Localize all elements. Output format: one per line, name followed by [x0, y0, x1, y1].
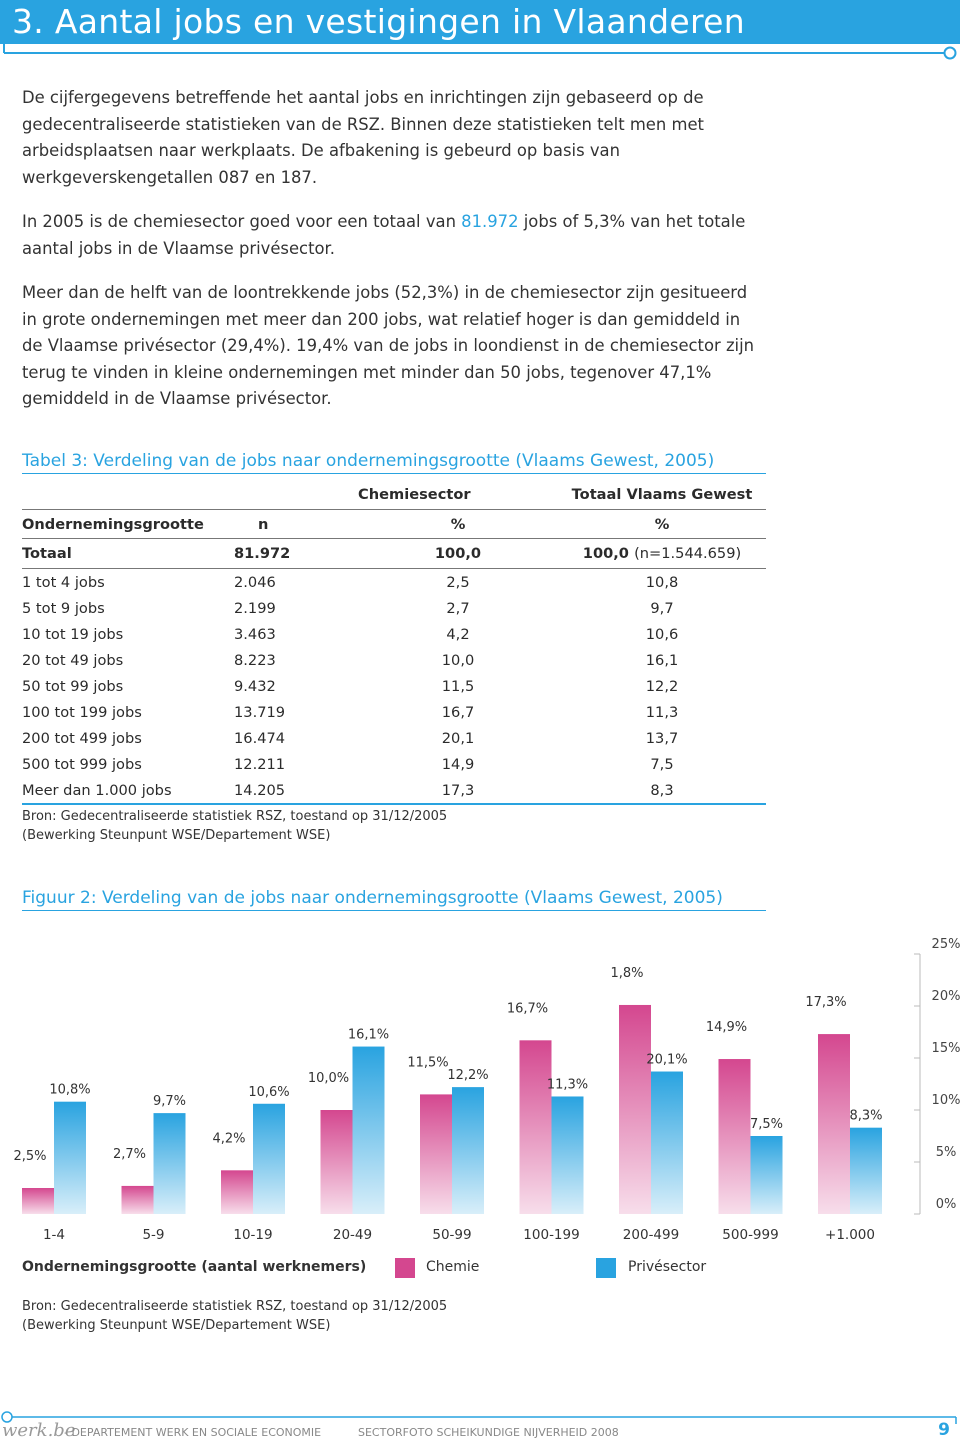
- y-tick-label: 15%: [931, 1041, 960, 1056]
- table-row: [22, 595, 766, 621]
- data-label-chemie-2: 2,7%: [112, 1146, 147, 1162]
- legend-label-chemie: Chemie: [426, 1259, 480, 1275]
- data-label-prive-5: 12,2%: [447, 1068, 489, 1084]
- data-label-chemie-7: 1,8%: [610, 965, 644, 981]
- total-n: 81.972: [234, 539, 358, 569]
- footer-publication: SECTORFOTO SCHEIKUNDIGE NIJVERHEID 2008: [358, 1426, 619, 1439]
- table-row: [22, 569, 766, 596]
- chart-x-axis-title: Ondernemingsgrootte (aantal werknemers): [22, 1259, 367, 1275]
- table-row: [22, 699, 766, 725]
- x-tick-label: 1-4: [42, 1227, 66, 1243]
- figure-source-line-2: (Bewerking Steunpunt WSE/Departement WSE): [22, 1317, 331, 1333]
- row-pct-total: 10,6: [645, 625, 679, 643]
- y-tick-label: 10%: [931, 1093, 960, 1108]
- row-n: 14.205: [234, 777, 358, 804]
- row-n: 12.211: [234, 755, 286, 773]
- table-column-header: [22, 510, 766, 539]
- row-pct-total: 7,5: [650, 755, 674, 773]
- row-label: 5 tot 9 jobs: [22, 599, 105, 617]
- x-tick-label: 50-99: [432, 1227, 472, 1243]
- header-pct: %: [358, 510, 558, 539]
- bar-prive-6: [552, 1096, 584, 1214]
- paragraph-2-after: jobs of 5,3% van het totale aantal jobs in de Vlaamse privésector.: [22, 212, 746, 258]
- x-tick-label: 500-999: [722, 1227, 779, 1243]
- row-pct: 17,3: [358, 777, 558, 804]
- bar-prive-8: [751, 1136, 783, 1214]
- data-label-chemie-9: 17,3%: [805, 995, 847, 1011]
- bar-chemie-8: [719, 1059, 751, 1214]
- bar-chemie-5: [420, 1094, 452, 1214]
- x-tick-label: 200-499: [622, 1227, 680, 1243]
- bar-prive-4: [353, 1047, 385, 1214]
- header-n: n: [234, 510, 358, 539]
- intro-paragraph: [22, 85, 760, 191]
- bar-prive-9: [850, 1128, 882, 1214]
- legend-swatch-privesector: [596, 1258, 616, 1278]
- table-row: [22, 751, 766, 777]
- bar-chemie-3: [221, 1170, 253, 1214]
- row-pct: 2,7: [446, 599, 470, 617]
- table-source-line-1: Bron: Gedecentraliseerde statistiek RSZ, toestand op 31/12/2005: [22, 809, 448, 824]
- bar-prive-3: [253, 1104, 285, 1214]
- y-tick-label: 20%: [931, 989, 960, 1004]
- figure-title: Figuur 2: Verdeling van de jobs naar ondernemingsgrootte (Vlaams Gewest, 2005): [22, 888, 723, 908]
- bar-chemie-7: [619, 1005, 651, 1214]
- table-title: Tabel 3: Verdeling van de jobs naar ondernemingsgrootte (Vlaams Gewest, 2005): [22, 451, 715, 471]
- paragraph-1: De cijfergegevens betreffende het aantal jobs en inrichtingen zijn gebaseerd op de gedecentraliseerde statistieken van de RSZ. Binnen deze statistieken telt men met arbeidsplaatsen naar werkplaats. De afbakening is gebeurd op basis van werkgeverskengetallen 087 en 187.: [22, 88, 704, 187]
- row-n: 9.432: [234, 677, 276, 695]
- bar-prive-7: [651, 1072, 683, 1214]
- row-label: Meer dan 1.000 jobs: [22, 777, 234, 804]
- table-source: [22, 808, 447, 845]
- row-label: 20 tot 49 jobs: [22, 651, 124, 669]
- table-group-header: [22, 480, 766, 510]
- header-rule: [0, 40, 960, 70]
- total-pct: 100,0: [358, 539, 558, 569]
- row-label: 500 tot 999 jobs: [22, 755, 142, 773]
- data-label-prive-7: 20,1%: [646, 1052, 688, 1068]
- paragraph-2-before: In 2005 is de chemiesector goed voor een totaal van: [22, 212, 462, 231]
- row-pct-total: 10,8: [645, 573, 679, 591]
- header-pct-total: %: [558, 510, 766, 539]
- y-tick-label: 5%: [935, 1145, 957, 1160]
- bar-prive-2: [154, 1113, 186, 1214]
- row-label: 10 tot 19 jobs: [22, 625, 124, 643]
- row-pct: 11,5: [441, 677, 475, 695]
- y-tick-label: 25%: [931, 937, 960, 952]
- table-row: [22, 725, 766, 751]
- row-n: 16.474: [234, 729, 286, 747]
- header-chemiesector: Chemiesector: [358, 486, 471, 503]
- footer-department: - DEPARTEMENT WERK EN SOCIALE ECONOMIE: [64, 1426, 322, 1439]
- y-tick-label: 0%: [935, 1197, 957, 1212]
- row-pct: 20,1: [441, 729, 475, 747]
- figure-source-line-1: Bron: Gedecentraliseerde statistiek RSZ, toestand op 31/12/2005: [22, 1299, 448, 1314]
- row-pct: 4,2: [446, 625, 470, 643]
- data-label-prive-6: 11,3%: [546, 1077, 589, 1093]
- bar-prive-5: [452, 1087, 484, 1214]
- row-n: 8.223: [234, 651, 276, 669]
- total-pct-total: [558, 539, 766, 569]
- row-pct-total: 8,3: [558, 777, 766, 804]
- row-n: 2.199: [234, 599, 276, 617]
- page-number: 9: [938, 1420, 950, 1440]
- size-paragraph: [22, 280, 760, 413]
- bar-chemie-1: [22, 1188, 54, 1214]
- row-pct: 16,7: [441, 703, 475, 721]
- figure-title-rule: [22, 910, 766, 911]
- row-label: 50 tot 99 jobs: [22, 677, 124, 695]
- paragraph-2: [22, 209, 760, 262]
- bar-chemie-2: [122, 1186, 154, 1214]
- row-label: 200 tot 499 jobs: [22, 729, 142, 747]
- row-pct: 10,0: [441, 651, 475, 669]
- table-row: [22, 673, 766, 699]
- data-label-prive-2: 9,7%: [152, 1094, 187, 1110]
- total-jobs-number: 81.972: [461, 212, 519, 231]
- data-label-prive-3: 10,6%: [248, 1084, 290, 1100]
- data-label-prive-1: 10,8%: [49, 1082, 91, 1098]
- data-label-chemie-8: 14,9%: [705, 1020, 748, 1036]
- data-label-chemie-3: 4,2%: [212, 1131, 246, 1147]
- data-label-chemie-4: 10,0%: [307, 1071, 350, 1086]
- header-totaal: Totaal Vlaams Gewest: [571, 486, 753, 503]
- jobs-table: [22, 480, 766, 805]
- bar-chemie-4: [321, 1110, 353, 1214]
- bar-chemie-6: [520, 1040, 552, 1214]
- data-label-chemie-1: 2,5%: [13, 1149, 47, 1164]
- row-pct-total: 12,2: [645, 677, 679, 695]
- table-source-line-2: (Bewerking Steunpunt WSE/Departement WSE): [22, 827, 331, 843]
- data-label-chemie-6: 16,7%: [506, 1001, 549, 1017]
- table-title-rule: [22, 473, 766, 474]
- footer: [2, 1420, 952, 1442]
- legend-label-privesector: Privésector: [628, 1259, 707, 1275]
- paragraph-3: Meer dan de helft van de loontrekkende jobs (52,3%) in de chemiesector zijn gesitueerd in grote ondernemingen met meer dan 200 jobs, wat relatief hoger is dan gemiddeld in de Vlaamse privésector (29,4%). 19,4% van de jobs in loondienst in de chemiesector zijn terug te vinden in kleine ondernemingen met minder dan 50 jobs, tegenover 47,1% gemiddeld in de Vlaamse privésector.: [22, 283, 755, 408]
- data-label-prive-8: 7,5%: [749, 1117, 784, 1132]
- table-row: [22, 647, 766, 673]
- x-tick-label: +1.000: [825, 1227, 875, 1243]
- row-pct-total: 9,7: [650, 599, 674, 617]
- row-label: 100 tot 199 jobs: [22, 703, 142, 721]
- row-n: 3.463: [234, 625, 276, 643]
- data-label-prive-9: 8,3%: [849, 1108, 883, 1124]
- row-pct-total: 13,7: [645, 729, 679, 747]
- row-pct-total: 16,1: [645, 651, 679, 669]
- table-body: [22, 569, 766, 805]
- total-n-total: (n=1.544.659): [634, 545, 742, 562]
- header-band: [0, 0, 960, 44]
- x-tick-label: 100-199: [523, 1227, 580, 1243]
- figure-source: [22, 1298, 447, 1335]
- x-tick-label: 5-9: [142, 1227, 165, 1243]
- legend-swatch-chemie: [395, 1258, 415, 1278]
- table-row: [22, 777, 766, 804]
- header-ondernemingsgrootte: Ondernemingsgrootte: [22, 510, 234, 539]
- total-label: Totaal: [22, 539, 234, 569]
- table-total-row: [22, 539, 766, 569]
- werk-be-logo: werk.be: [2, 1420, 76, 1441]
- row-pct: 14,9: [441, 755, 475, 773]
- row-label: 1 tot 4 jobs: [22, 573, 105, 591]
- x-tick-label: 10-19: [233, 1227, 273, 1243]
- page-title: 3. Aantal jobs en vestigingen in Vlaanderen: [12, 2, 745, 41]
- data-label-chemie-5: 11,5%: [407, 1055, 449, 1071]
- data-label-prive-4: 16,1%: [347, 1027, 390, 1043]
- x-tick-label: 20-49: [332, 1227, 373, 1243]
- bar-chemie-9: [818, 1034, 850, 1214]
- row-n: 2.046: [234, 573, 276, 591]
- row-pct-total: 11,3: [645, 703, 679, 721]
- row-n: 13.719: [234, 703, 286, 721]
- total-pct-total-value: 100,0: [582, 545, 629, 562]
- bar-chart: [0, 935, 960, 1255]
- bar-prive-1: [54, 1102, 86, 1214]
- row-pct: 2,5: [446, 573, 470, 591]
- table-row: [22, 621, 766, 647]
- total-paragraph: [22, 209, 760, 262]
